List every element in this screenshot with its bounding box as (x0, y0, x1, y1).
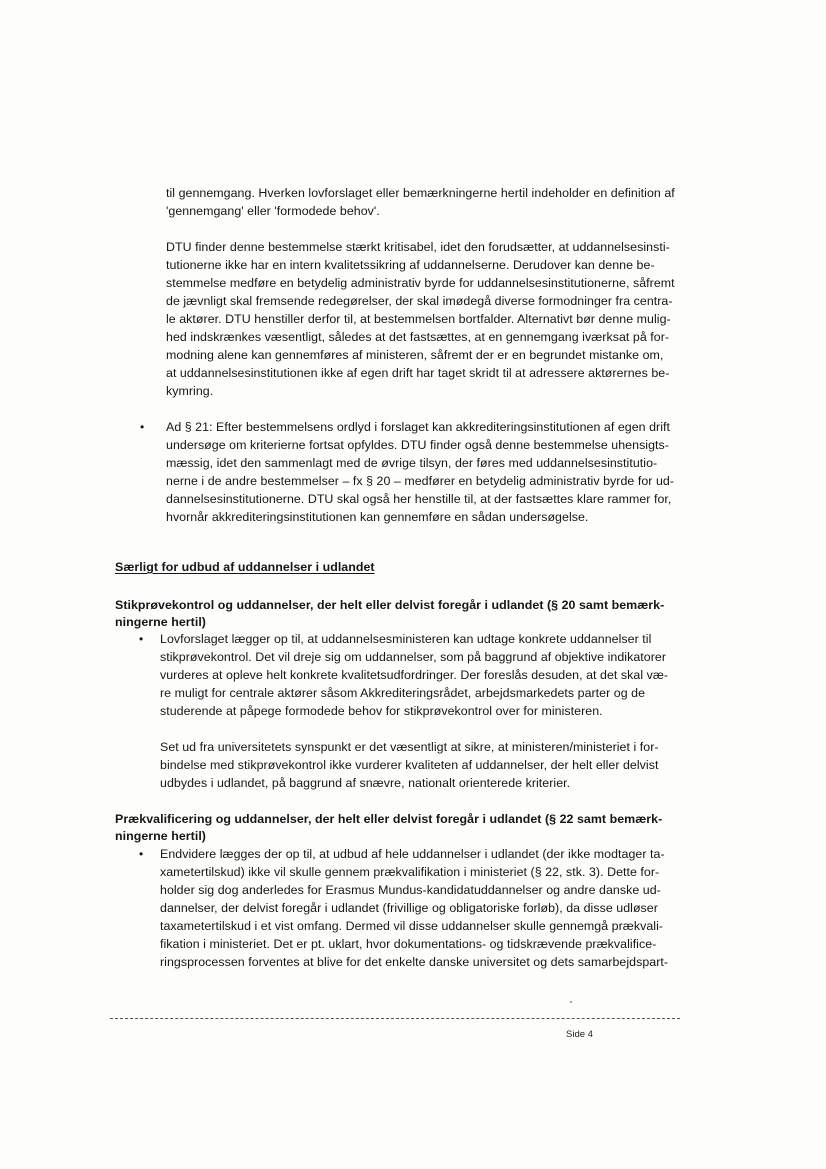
sub1-bullet-line: Lovforslaget lægger op til, at uddannelsesministeren kan udtage konkrete uddannelser til (160, 632, 652, 646)
sub2-bullet-line: ringsprocessen forventes at blive for det enkelte danske universitet og dets samarbejdspart- (160, 955, 669, 969)
bullet-21-line: dannelsesinstitutionerne. DTU skal også her henstille til, at der fastsættes klare rammer for, (166, 492, 672, 506)
sub1-paragraph-line: bindelse med stikprøvekontrol ikke vurderer kvaliteten af uddannelser, der helt eller delvist (160, 758, 659, 772)
dtu-paragraph-line: hed indskrænkes væsentligt, således at det fastsættes, at en gennemgang iværksat på for- (166, 330, 670, 344)
dtu-paragraph-line: at uddannelsesinstitutionen ikke af egen drift har taget skridt til at adressere aktørernes be- (166, 366, 670, 380)
subsection-heading: ningerne hertil) (115, 829, 206, 843)
sub2-bullet-line: dannelser, der delvist foregår i udlandet (frivillige og obligatoriske forløb), da disse udløser (160, 901, 658, 915)
sub2-bullet-line: fikation i ministeriet. Det er pt. uklart, hvor dokumentations- og tidskrævende prækvalifice- (160, 937, 657, 951)
dtu-paragraph-line: tutionerne ikke har en intern kvalitetssikring af uddannelserne. Derudover kan denne be- (166, 258, 655, 272)
bullet-21-line: Ad § 21: Efter bestemmelsens ordlyd i forslaget kan akkrediteringsinstitutionen af egen drift (166, 420, 670, 434)
sub2-bullet-line: xametertilskud) ikke vil skulle gennem prækvalifikation i ministeriet (§ 22, stk. 3). Dette for- (160, 865, 660, 879)
sub1-bullet-line: re muligt for centrale aktører såsom Akkrediteringsrådet, arbejdsmarkedets parter og de (160, 686, 646, 700)
bullet-21-line: mæssig, idet den sammenlagt med de øvrige tilsyn, der føres med uddannelsesinstitutio- (166, 456, 658, 470)
bullet-marker: • (139, 847, 144, 861)
scan-speck (570, 1001, 572, 1003)
sub1-paragraph-line: udbydes i udlandet, på baggrund af snævre, nationalt orienterede kriterier. (160, 776, 571, 790)
sub1-bullet-line: stikprøvekontrol. Det vil dreje sig om uddannelser, som på baggrund af objektive indikatorer (160, 650, 666, 664)
sub1-bullet-line: studerende at påpege formodede behov for stikprøvekontrol over for ministeren. (160, 704, 603, 718)
bullet-21-line: nerne i de andre bestemmelser – fx § 20 – medfører en betydelig administrativ byrde for ud- (166, 474, 674, 488)
bullet-21-line: hvornår akkrediteringsinstitutionen kan gennemføre en sådan undersøgelse. (166, 510, 589, 524)
sub1-bullet-line: vurderes at opleve helt konkrete kvalitetsudfordringer. Der foreslås desuden, at det skal væ- (160, 668, 669, 682)
intro-line: til gennemgang. Hverken lovforslaget eller bemærkningerne hertil indeholder en definition af (166, 186, 675, 200)
sub1-paragraph-line: Set ud fra universitetets synspunkt er det væsentligt at sikre, at ministeren/ministeriet i for- (160, 740, 659, 754)
dtu-paragraph-line: DTU finder denne bestemmelse stærkt kritisabel, idet den forudsætter, at uddannelsesinsti- (166, 240, 670, 254)
bullet-21-line: undersøge om kriterierne fortsat opfyldes. DTU finder også denne bestemmelse uhensigts- (166, 438, 669, 452)
dtu-paragraph-line: kymring. (166, 384, 214, 398)
sub2-bullet-line: holder sig dog anderledes for Erasmus Mundus-kandidatuddannelser og andre danske ud- (160, 883, 661, 897)
section-heading: Særligt for udbud af uddannelser i udlandet (115, 560, 375, 574)
dtu-paragraph-line: le aktører. DTU henstiller derfor til, at bestemmelsen bortfalder. Alternativt bør denne mulig- (166, 312, 671, 326)
intro-line: 'gennemgang' eller 'formodede behov'. (166, 204, 380, 218)
subsection-heading: ningerne hertil) (115, 615, 206, 629)
subsection-heading: Stikprøvekontrol og uddannelser, der helt eller delvist foregår i udlandet (§ 20 samt bemærk- (115, 598, 665, 612)
footer-divider (110, 1018, 680, 1019)
sub2-bullet-line: taxametertilskud i et vist omfang. Dermed vil disse uddannelser skulle gennemgå prækvali- (160, 919, 664, 933)
dtu-paragraph-line: modning alene kan gennemføres af ministeren, såfremt der er en begrundet mistanke om, (166, 348, 664, 362)
bullet-marker: • (140, 420, 145, 434)
sub2-bullet-line: Endvidere lægges der op til, at udbud af hele uddannelser i udlandet (der ikke modtager ta- (160, 847, 665, 861)
page-number: Side 4 (566, 1029, 593, 1040)
dtu-paragraph-line: stemmelse medføre en betydelig administrativ byrde for uddannelsesinstitutionerne, såfremt (166, 276, 675, 290)
subsection-heading: Prækvalificering og uddannelser, der helt eller delvist foregår i udlandet (§ 22 samt bemærk- (115, 812, 663, 826)
dtu-paragraph-line: de jævnligt skal fremsende redegørelser, der skal imødegå diverse formodninger fra centra- (166, 294, 673, 308)
bullet-marker: • (139, 632, 144, 646)
